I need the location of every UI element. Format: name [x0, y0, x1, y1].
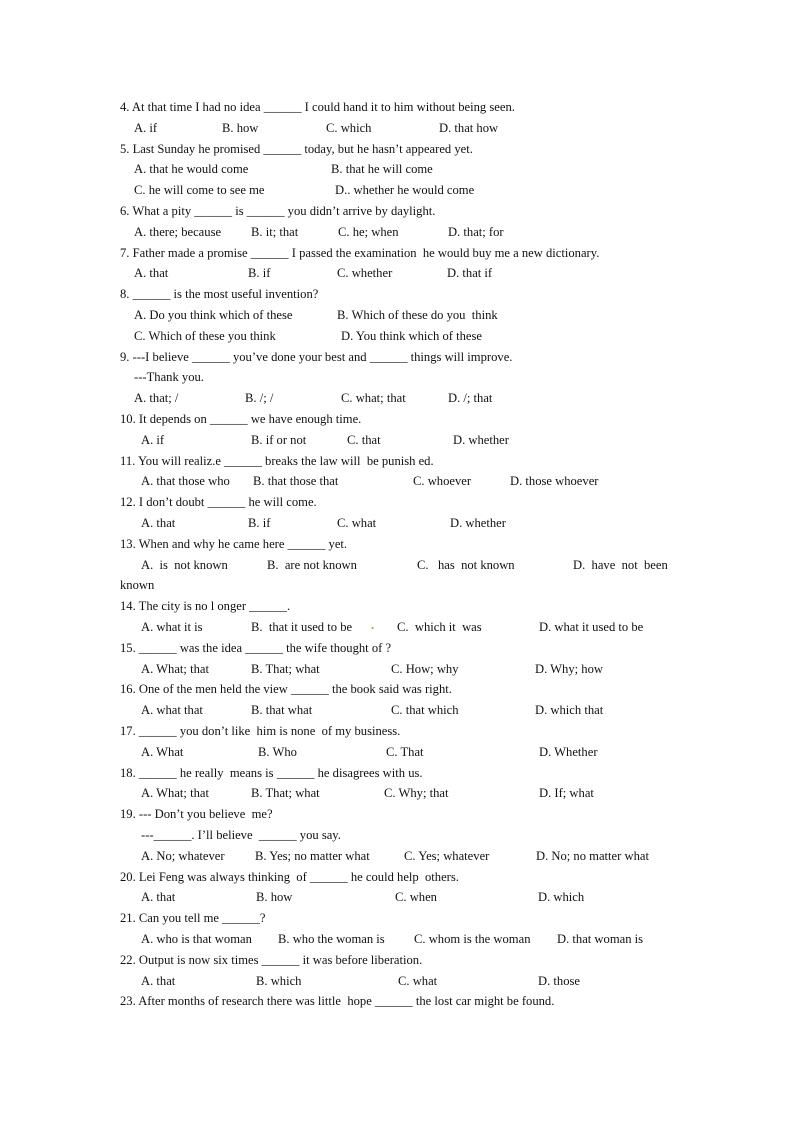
q19-option-a: A. No; whatever — [141, 849, 225, 863]
question-20-stem: 20. Lei Feng was always thinking of ______ he could help others. — [120, 870, 459, 884]
q14-option-c: C. which it was — [397, 620, 482, 634]
q18-option-c: C. Why; that — [384, 786, 449, 800]
q11-option-d: D. those whoever — [510, 474, 599, 488]
q8-option-c: C. Which of these you think — [134, 329, 276, 343]
q8-option-a: A. Do you think which of these — [134, 308, 293, 322]
q9-reply: ---Thank you. — [134, 370, 204, 384]
q7-option-c: C. whether — [337, 266, 393, 280]
q17-option-d: D. Whether — [539, 745, 598, 759]
question-19-stem: 19. --- Don’t you believe me? — [120, 807, 273, 821]
question-5-stem: 5. Last Sunday he promised ______ today, but he hasn’t appeared yet. — [120, 142, 473, 156]
question-4-stem: 4. At that time I had no idea ______ I could hand it to him without being seen. — [120, 100, 515, 114]
q15-option-d: D. Why; how — [535, 662, 603, 676]
question-10-stem: 10. It depends on ______ we have enough time. — [120, 412, 362, 426]
question-23-stem: 23. After months of research there was little hope ______ the lost car might be found. — [120, 994, 555, 1008]
q9-option-a: A. that; / — [134, 391, 179, 405]
q22-option-d: D. those — [538, 974, 580, 988]
q16-option-d: D. which that — [535, 703, 604, 717]
q10-option-c: C. that — [347, 433, 381, 447]
question-14-stem: 14. The city is no l onger ______. — [120, 599, 291, 613]
q6-option-c: C. he; when — [338, 225, 399, 239]
q4-option-c: C. which — [326, 121, 372, 135]
question-18-stem: 18. ______ he really means is ______ he disagrees with us. — [120, 766, 423, 780]
q19-option-d: D. No; no matter what — [536, 849, 649, 863]
q8-option-d: D. You think which of these — [341, 329, 482, 343]
question-8-stem: 8. ______ is the most useful invention? — [120, 287, 319, 301]
question-21-stem: 21. Can you tell me ______? — [120, 911, 266, 925]
q4-option-a: A. if — [134, 121, 158, 135]
question-7-stem: 7. Father made a promise ______ I passed the examination he would buy me a new dictionary. — [120, 246, 600, 260]
q7-option-a: A. that — [134, 266, 169, 280]
stray-mark: . — [371, 618, 375, 632]
q5-option-c: C. he will come to see me — [134, 183, 265, 197]
q21-option-d: D. that woman is — [557, 932, 644, 946]
question-15-stem: 15. ______ was the idea ______ the wife thought of ? — [120, 641, 392, 655]
q16-option-c: C. that which — [391, 703, 459, 717]
q14-option-a: A. what it is — [141, 620, 203, 634]
q5-option-d: D.. whether he would come — [335, 183, 475, 197]
q4-option-b: B. how — [222, 121, 259, 135]
q14-option-d: D. what it used to be — [539, 620, 644, 634]
q12-option-a: A. that — [141, 516, 176, 530]
q6-option-a: A. there; because — [134, 225, 222, 239]
q19-reply: ---______. I’ll believe ______ you say. — [141, 828, 341, 842]
q21-option-a: A. who is that woman — [141, 932, 252, 946]
q6-option-b: B. it; that — [251, 225, 299, 239]
q5-option-b: B. that he will come — [331, 162, 433, 176]
q21-option-c: C. whom is the woman — [414, 932, 531, 946]
q7-option-d: D. that if — [447, 266, 493, 280]
q22-option-a: A. that — [141, 974, 176, 988]
question-11-stem: 11. You will realiz.e ______ breaks the law will be punish ed. — [120, 454, 434, 468]
q15-option-b: B. That; what — [251, 662, 320, 676]
question-12-stem: 12. I don’t doubt ______ he will come. — [120, 495, 317, 509]
q5-option-a: A. that he would come — [134, 162, 249, 176]
q7-option-b: B. if — [248, 266, 271, 280]
q18-option-a: A. What; that — [141, 786, 209, 800]
question-9-stem: 9. ---I believe ______ you’ve done your best and ______ things will improve. — [120, 350, 513, 364]
q16-option-a: A. what that — [141, 703, 203, 717]
q8-option-b: B. Which of these do you think — [337, 308, 498, 322]
q13-option-b: B. are not known — [267, 558, 357, 572]
question-13-stem: 13. When and why he came here ______ yet. — [120, 537, 348, 551]
q15-option-c: C. How; why — [391, 662, 459, 676]
q9-option-d: D. /; that — [448, 391, 493, 405]
q13-option-d-wrap: known — [120, 578, 155, 592]
q12-option-d: D. whether — [450, 516, 506, 530]
q4-option-d: D. that how — [439, 121, 499, 135]
q19-option-c: C. Yes; whatever — [404, 849, 490, 863]
q17-option-b: B. Who — [258, 745, 297, 759]
q13-option-a: A. is not known — [141, 558, 228, 572]
q15-option-a: A. What; that — [141, 662, 209, 676]
q17-option-a: A. What — [141, 745, 184, 759]
q20-option-c: C. when — [395, 890, 437, 904]
q18-option-d: D. If; what — [539, 786, 594, 800]
q17-option-c: C. That — [386, 745, 424, 759]
q19-option-b: B. Yes; no matter what — [255, 849, 370, 863]
q20-option-d: D. which — [538, 890, 585, 904]
q21-option-b: B. who the woman is — [278, 932, 385, 946]
q10-option-d: D. whether — [453, 433, 509, 447]
q22-option-b: B. which — [256, 974, 302, 988]
q13-option-c: C. has not known — [417, 558, 515, 572]
q9-option-b: B. /; / — [245, 391, 274, 405]
q11-option-a: A. that those who — [141, 474, 230, 488]
q20-option-b: B. how — [256, 890, 293, 904]
question-6-stem: 6. What a pity ______ is ______ you didn’t arrive by daylight. — [120, 204, 436, 218]
q11-option-b: B. that those that — [253, 474, 339, 488]
question-16-stem: 16. One of the men held the view ______ the book said was right. — [120, 682, 452, 696]
q12-option-b: B. if — [248, 516, 271, 530]
question-17-stem: 17. ______ you don’t like him is none of my business. — [120, 724, 401, 738]
q14-option-b: B. that it used to be — [251, 620, 353, 634]
q10-option-a: A. if — [141, 433, 165, 447]
q13-option-d: D. have not been — [573, 558, 668, 572]
q16-option-b: B. that what — [251, 703, 313, 717]
q22-option-c: C. what — [398, 974, 438, 988]
q6-option-d: D. that; for — [448, 225, 504, 239]
q9-option-c: C. what; that — [341, 391, 406, 405]
q20-option-a: A. that — [141, 890, 176, 904]
question-22-stem: 22. Output is now six times ______ it was before liberation. — [120, 953, 423, 967]
q11-option-c: C. whoever — [413, 474, 472, 488]
q10-option-b: B. if or not — [251, 433, 307, 447]
q12-option-c: C. what — [337, 516, 377, 530]
q18-option-b: B. That; what — [251, 786, 320, 800]
